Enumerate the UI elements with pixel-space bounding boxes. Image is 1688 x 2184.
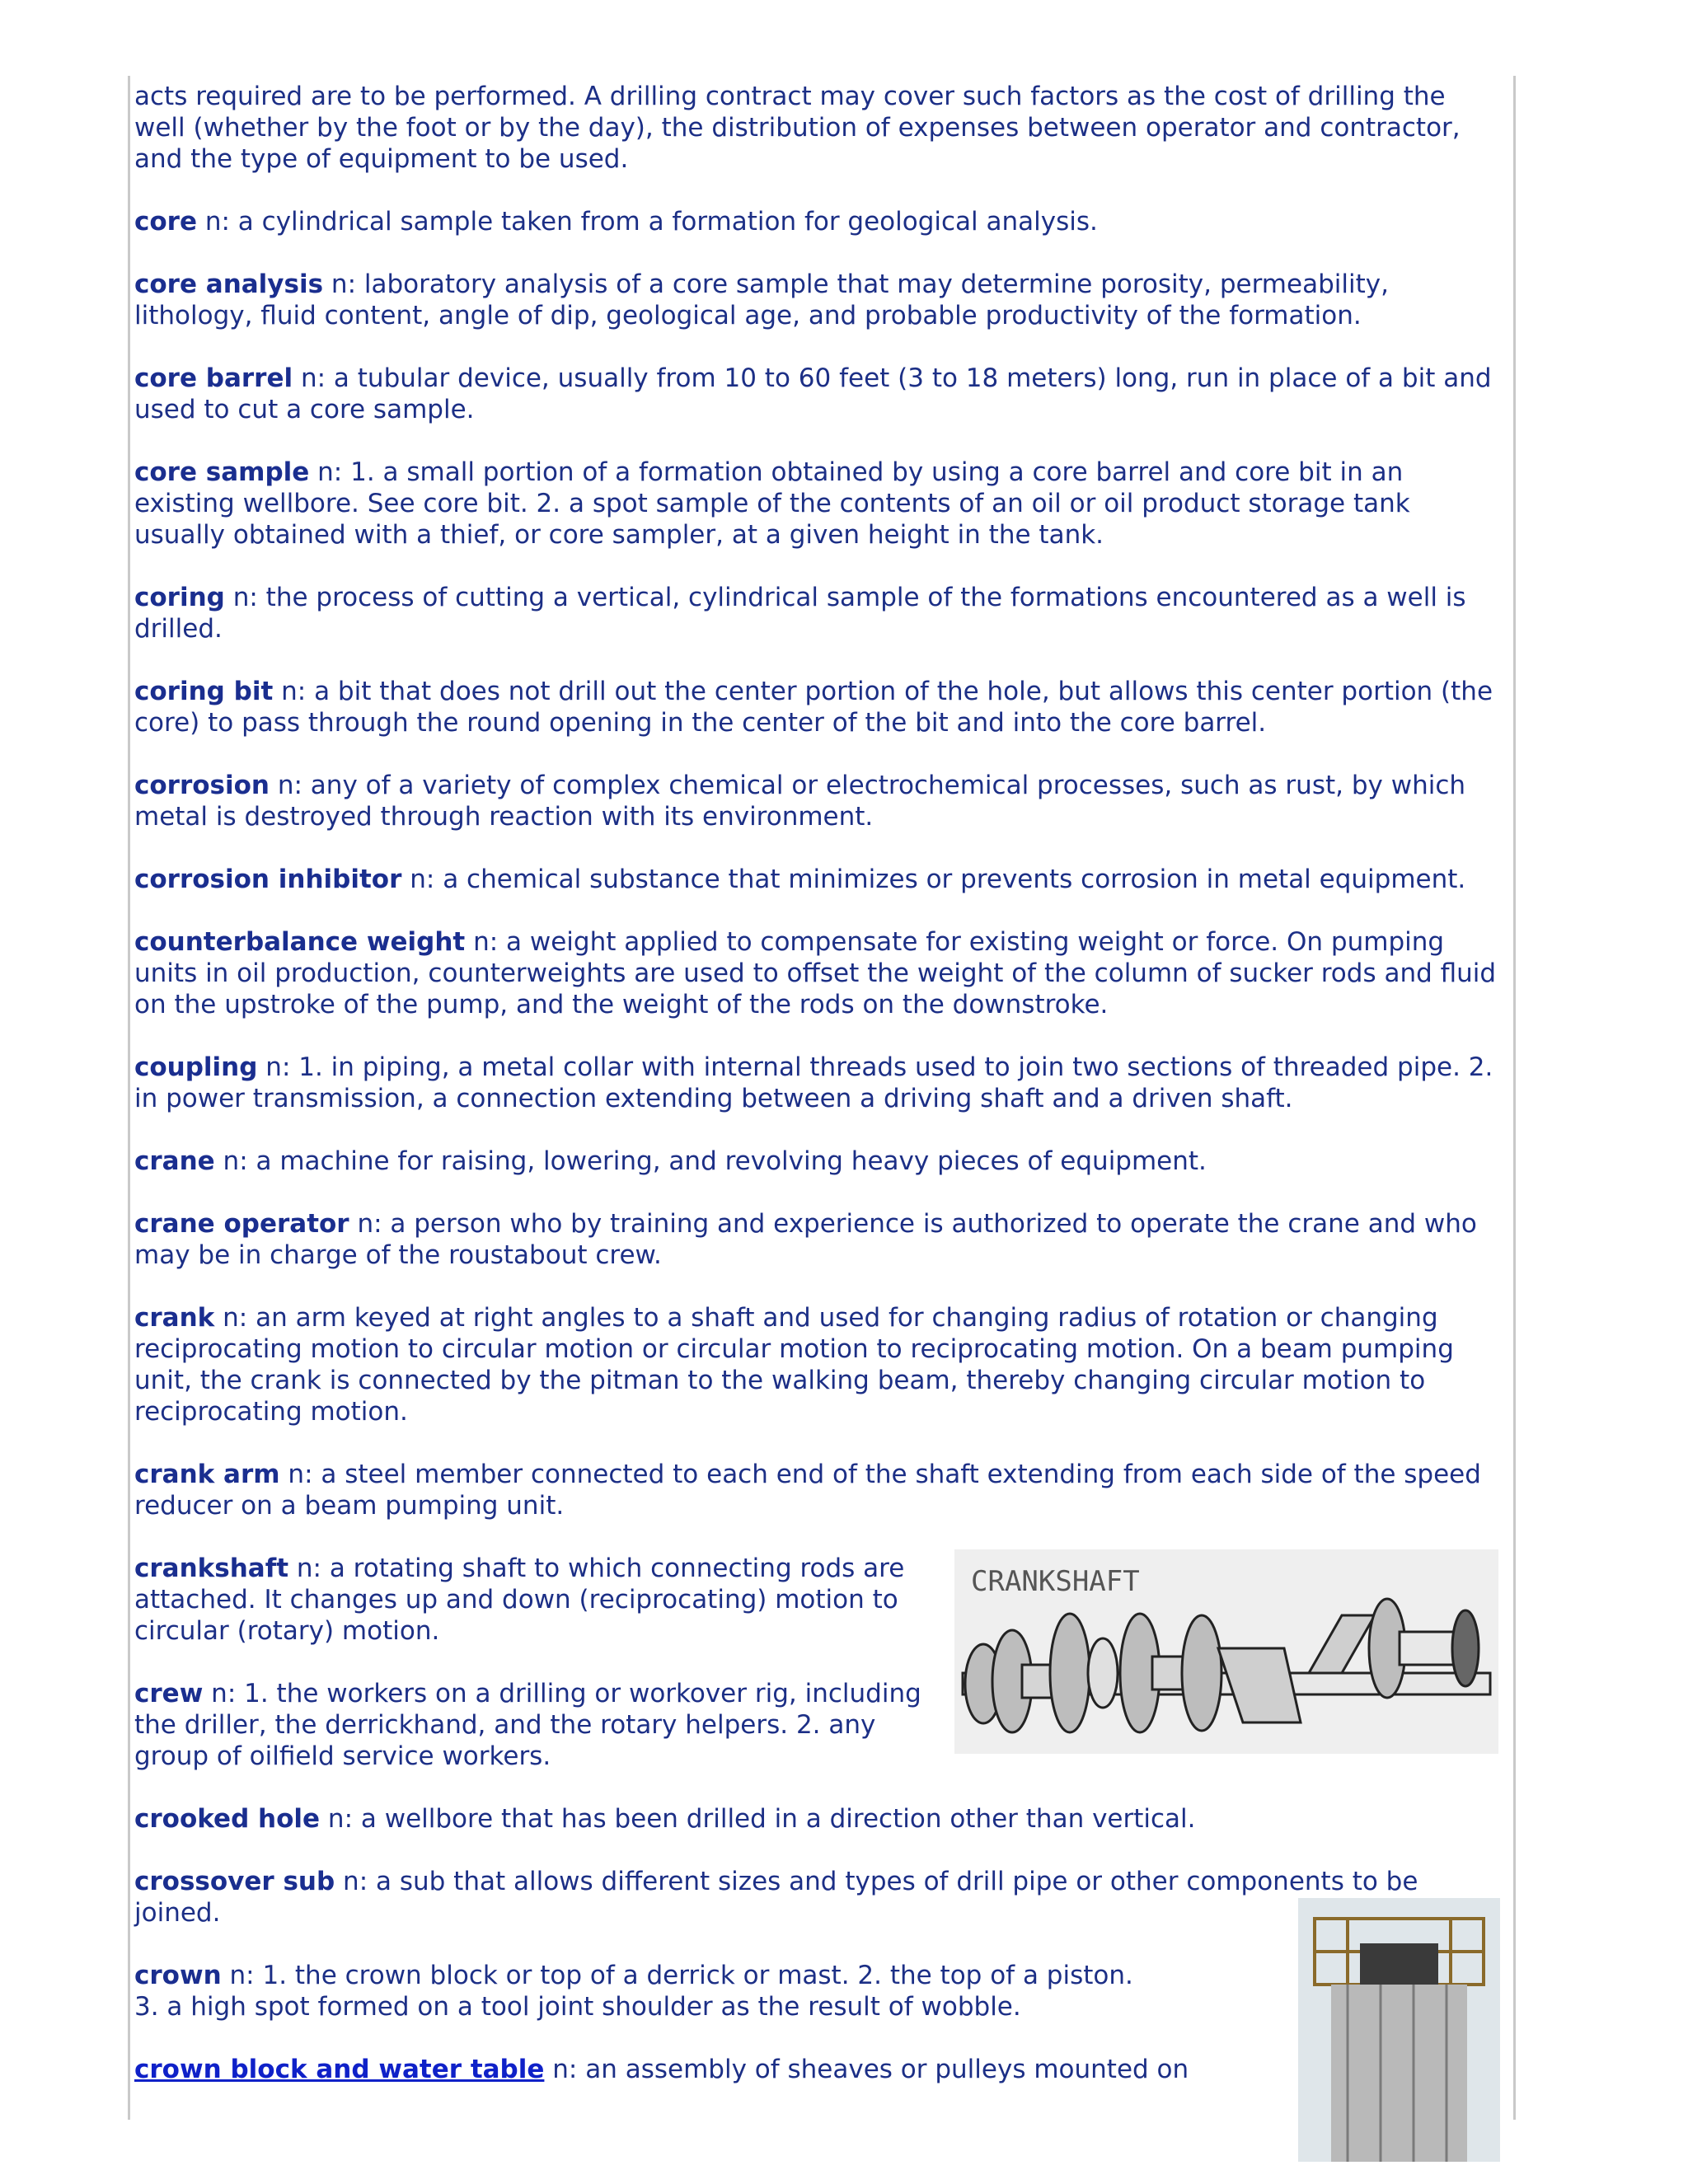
entry-core: core n: a cylindrical sample taken from a formation for geological analysis. [134, 207, 1098, 237]
entry-core-sample: core sample n: 1. a small portion of a formation obtained by using a core barrel and core bit in an existing wellbore. See core bit. 2. a spot sample of the contents of an oil or oil product storage tank usually obtained with a thief, or core sampler, at a given height in the tank. [134, 457, 1410, 550]
glossary-content [134, 81, 1503, 2116]
right-border-rule [1513, 76, 1516, 2120]
entry-crank-arm: crank arm n: a steel member connected to each end of the shaft extending from each side of the speed reducer on a beam pumping unit. [134, 1460, 1481, 1521]
entry-corrosion-inhibitor: corrosion inhibitor n: a chemical substance that minimizes or prevents corrosion in metal equipment. [134, 865, 1466, 894]
crankshaft-figure [954, 1549, 1498, 1754]
intro-paragraph: acts required are to be performed. A drilling contract may cover such factors as the cost of drilling the well (whether by the foot or by the day), the distribution of expenses between operator and contractor, and the type of equipment to be used. [134, 82, 1461, 174]
crown-block-photo [1298, 1898, 1500, 2162]
entry-coring: coring n: the process of cutting a vertical, cylindrical sample of the formations encountered as a well is drilled. [134, 583, 1466, 644]
left-border-rule [128, 76, 130, 2120]
entry-crown: crown n: 1. the crown block or top of a derrick or mast. 2. the top of a piston. 3. a high spot formed on a tool joint shoulder as the result of wobble. [134, 1961, 1133, 2022]
crown-tower-illustration [1298, 1898, 1500, 2162]
entry-coring-bit: coring bit n: a bit that does not drill out the center portion of the hole, but allows this center portion (the core) to pass through the round opening in the center of the bit and into the core barrel. [134, 677, 1493, 738]
entry-crossover-sub: crossover sub n: a sub that allows different sizes and types of drill pipe or other components to be joined. [134, 1867, 1418, 1928]
entry-counterbalance-weight: counterbalance weight n: a weight applied to compensate for existing weight or force. On pumping units in oil production, counterweights are used to offset the weight of the column of sucker rods and fluid on the upstroke of the pump, and the weight of the rods on the downstroke. [134, 927, 1497, 1019]
entry-coupling: coupling n: 1. in piping, a metal collar with internal threads used to join two sections of threaded pipe. 2. in power transmission, a connection extending between a driving shaft and a driven shaft. [134, 1052, 1493, 1113]
entry-crown-block-and-water-table: crown block and water table n: an assembly of sheaves or pulleys mounted on [134, 2055, 1189, 2084]
entry-crew: crew n: 1. the workers on a drilling or workover rig, including the driller, the derrickhand, and the rotary helpers. 2. any group of oilfield service workers. [134, 1679, 921, 1771]
crown-block-link[interactable]: crown block and water table [134, 2055, 545, 2084]
crankshaft-caption: CRANKSHAFT [971, 1565, 1140, 1598]
crankshaft-illustration [954, 1549, 1498, 1754]
entry-crane-operator: crane operator n: a person who by training and experience is authorized to operate the crane and who may be in charge of the roustabout crew. [134, 1209, 1477, 1270]
entry-crankshaft: crankshaft n: a rotating shaft to which connecting rods are attached. It changes up and down (reciprocating) motion to circular (rotary) motion. [134, 1554, 905, 1646]
entry-corrosion: corrosion n: any of a variety of complex chemical or electrochemical processes, such as rust, by which metal is destroyed through reaction with its environment. [134, 771, 1466, 832]
entry-core-barrel: core barrel n: a tubular device, usually from 10 to 60 feet (3 to 18 meters) long, run in place of a bit and used to cut a core sample. [134, 363, 1492, 424]
entry-crane: crane n: a machine for raising, lowering, and revolving heavy pieces of equipment. [134, 1146, 1207, 1176]
entry-core-analysis: core analysis n: laboratory analysis of a core sample that may determine porosity, permeability, lithology, fluid content, angle of dip, geological age, and probable productivity of the formation. [134, 269, 1389, 330]
entry-crank: crank n: an arm keyed at right angles to a shaft and used for changing radius of rotation or changing reciprocating motion to circular motion or circular motion to reciprocating motion. On a beam pumping unit, the crank is connected by the pitman to the walking beam, thereby changing circular motion to reciprocating motion. [134, 1303, 1454, 1427]
entry-crooked-hole: crooked hole n: a wellbore that has been drilled in a direction other than vertical. [134, 1804, 1196, 1834]
